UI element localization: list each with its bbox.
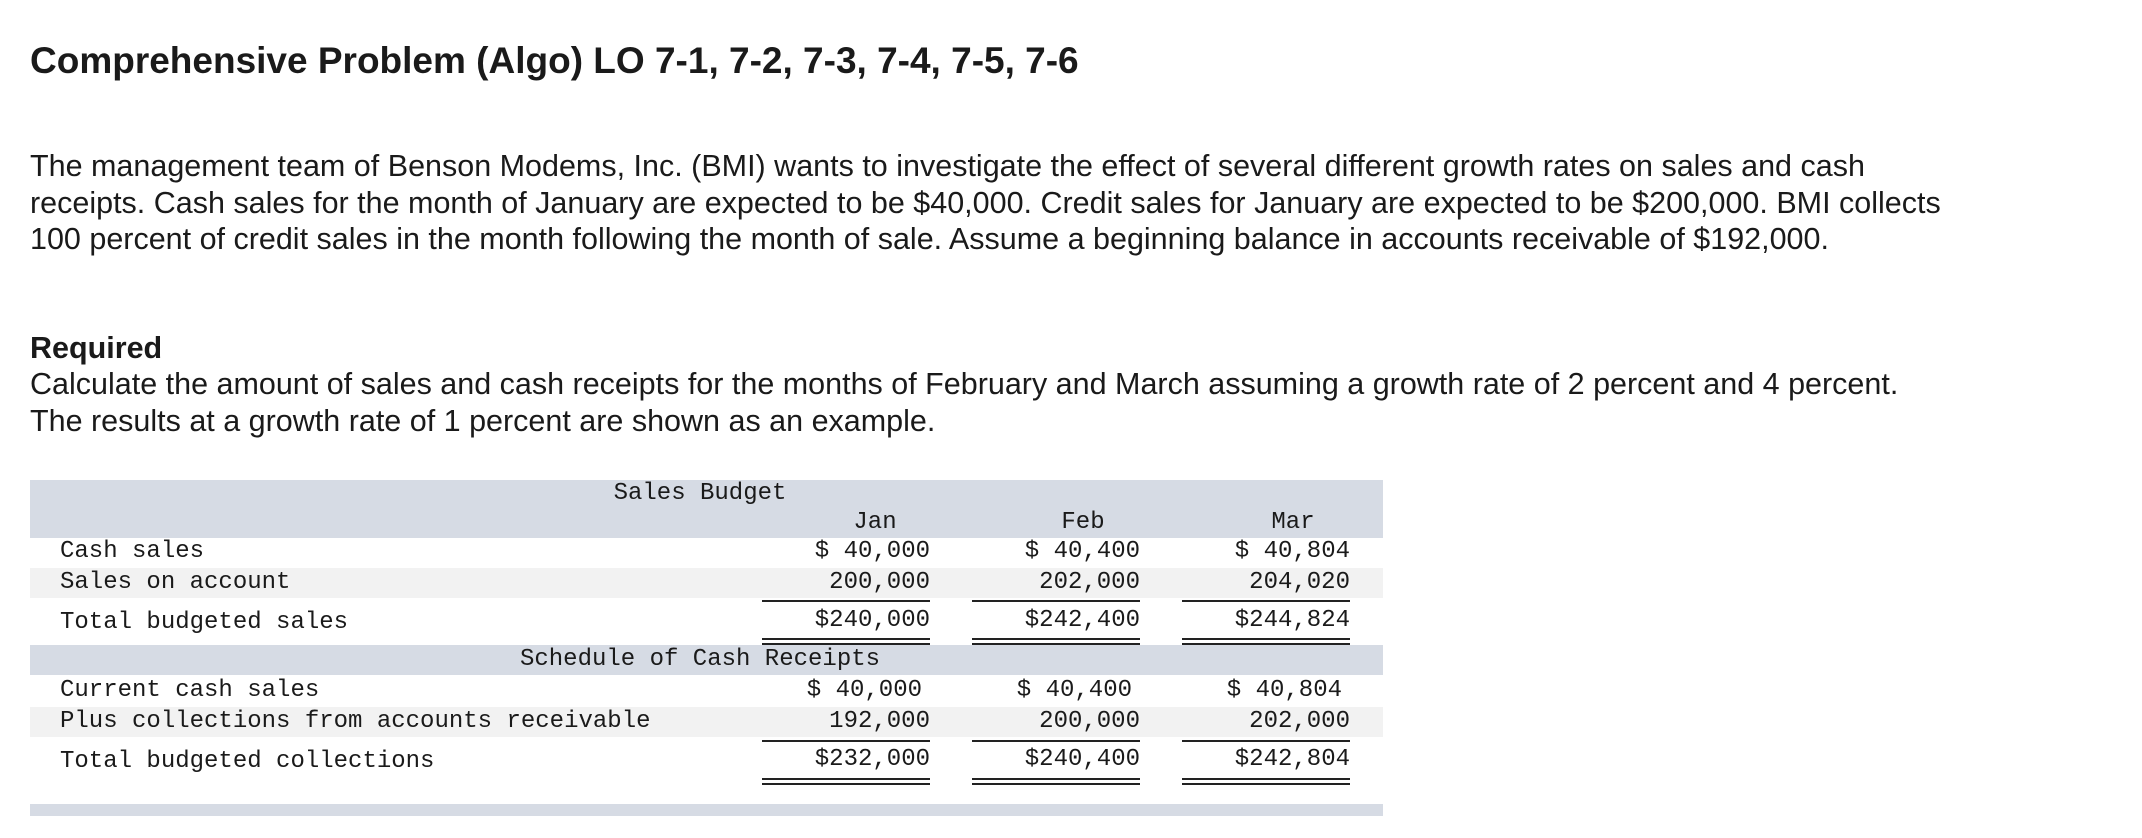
cash-receipts-title: Schedule of Cash Receipts <box>519 646 881 673</box>
total-double-underline <box>1182 638 1350 645</box>
total-sales-jan: $240,000 <box>814 607 930 634</box>
total-double-underline <box>972 638 1140 645</box>
budget-table <box>30 480 1383 820</box>
sales-budget-title: Sales Budget <box>613 480 787 507</box>
collections-mar: 202,000 <box>1249 708 1350 735</box>
total-sales-feb: $242,400 <box>1024 607 1140 634</box>
required-text: Calculate the amount of sales and cash receipts for the months of February and March assuming a growth rate of 2 percent and 4 percent. The results at a growth rate of 1 percent are shown as an example. <box>30 367 1899 438</box>
month-header-feb: Feb <box>1061 509 1105 536</box>
subtotal-underline <box>972 600 1140 602</box>
current-cash-sales-mar: $ 40,804 <box>1226 677 1342 704</box>
sales-on-account-mar: 204,020 <box>1249 569 1350 596</box>
required-heading: Required <box>30 331 163 365</box>
total-collections-mar: $242,804 <box>1234 746 1350 773</box>
current-cash-sales-feb: $ 40,400 <box>1016 677 1132 704</box>
row-label-total-budgeted-sales: Total budgeted sales <box>60 609 349 636</box>
total-double-underline <box>762 638 930 645</box>
subtotal-underline <box>762 740 930 742</box>
collections-feb: 200,000 <box>1039 708 1140 735</box>
subtotal-underline <box>762 600 930 602</box>
row-label-current-cash-sales: Current cash sales <box>60 677 320 704</box>
row-label-collections-ar: Plus collections from accounts receivable <box>60 708 651 735</box>
problem-title: Comprehensive Problem (Algo) LO 7-1, 7-2, 7-3, 7-4, 7-5, 7-6 <box>30 40 1079 81</box>
total-double-underline <box>1182 778 1350 785</box>
cash-sales-feb: $ 40,400 <box>1024 538 1140 565</box>
row-label-total-budgeted-collections: Total budgeted collections <box>60 748 435 775</box>
current-cash-sales-jan: $ 40,000 <box>806 677 922 704</box>
row-label-cash-sales: Cash sales <box>60 538 205 565</box>
cash-sales-jan: $ 40,000 <box>814 538 930 565</box>
subtotal-underline <box>972 740 1140 742</box>
month-header-mar: Mar <box>1271 509 1315 536</box>
subtotal-underline <box>1182 600 1350 602</box>
problem-intro: The management team of Benson Modems, Inc. (BMI) wants to investigate the effect of several different growth rates on sales and cash receipts. Cash sales for the month of January are expected to be $40,000. Credit sales for January are expected to be $200,000. BMI collects 100 percent of credit sales in the month following the month of sale. Assume a beginning balance in accounts receivable of $192,000. <box>30 149 1941 256</box>
month-header-jan: Jan <box>853 509 897 536</box>
total-double-underline <box>762 778 930 785</box>
row-label-sales-on-account: Sales on account <box>60 569 291 596</box>
sales-on-account-feb: 202,000 <box>1039 569 1140 596</box>
table-footer-band <box>30 804 1383 816</box>
cash-sales-mar: $ 40,804 <box>1234 538 1350 565</box>
total-collections-feb: $240,400 <box>1024 746 1140 773</box>
total-sales-mar: $244,824 <box>1234 607 1350 634</box>
collections-jan: 192,000 <box>829 708 930 735</box>
subtotal-underline <box>1182 740 1350 742</box>
total-double-underline <box>972 778 1140 785</box>
total-collections-jan: $232,000 <box>814 746 930 773</box>
sales-on-account-jan: 200,000 <box>829 569 930 596</box>
